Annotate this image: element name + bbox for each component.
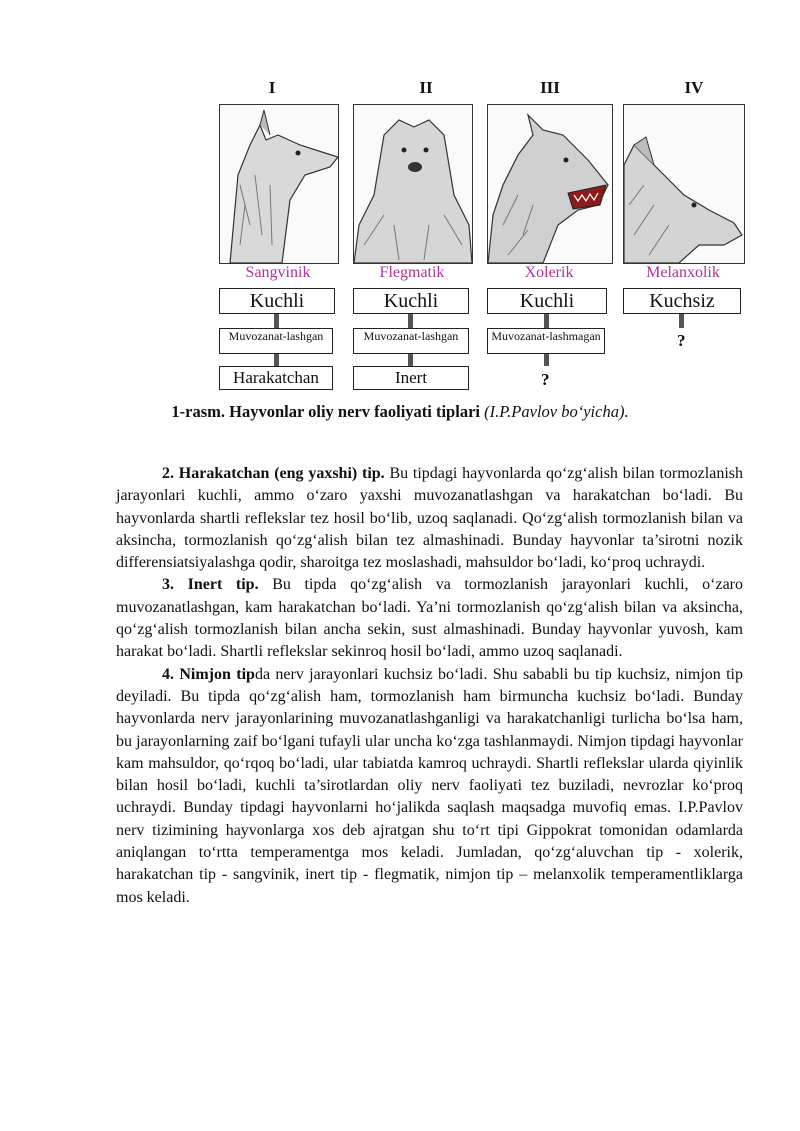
numeral-4: IV bbox=[684, 78, 704, 97]
caption-title: 1-rasm. Hayvonlar oliy nerv faoliyati tiplari bbox=[171, 402, 480, 421]
dog-illustration-choleric bbox=[487, 104, 613, 264]
figure-pavlov-types bbox=[0, 0, 800, 400]
paragraph-mobile-type bbox=[116, 463, 743, 574]
paragraph-lead: 3. Inert tip. bbox=[162, 576, 259, 594]
strength-box-sanguine: Kuchli bbox=[219, 288, 335, 314]
caption-source: (I.P.Pavlov bo‘yicha). bbox=[484, 402, 629, 421]
numeral-1: I bbox=[268, 78, 276, 97]
mobility-box-sanguine: Harakatchan bbox=[219, 366, 333, 390]
strength-box-choleric: Kuchli bbox=[487, 288, 607, 314]
connector bbox=[544, 314, 549, 328]
mobility-box-phlegmatic: Inert bbox=[353, 366, 469, 390]
paragraph-body: Bu tipdagi hayvonlarda qo‘zg‘alish bilan tormozlanish jarayonlari kuchli, ammo o‘zaro yaxshi muvozanatlashgan va harakatchan bo‘ladi. Bu hayvonlarda shartli reflekslar tez hosil bo‘lib, uzoq saqlanadi. Qo‘zg‘alish tormozlanish bilan va aksincha, tormozlanish qo‘zg‘alish bilan tez almashinadi. Bunday hayvonlar ta’sirotni nozik differensiatsiyalashga qodir, sharoitga tez moslashadi, mahsuldor bo‘ladi, ko‘proq uchraydi. bbox=[116, 465, 743, 572]
figure-caption bbox=[150, 400, 650, 423]
connector bbox=[679, 314, 684, 328]
strength-box-melancholic: Kuchsiz bbox=[623, 288, 741, 314]
paragraph-lead: 4. Nimjon tip bbox=[162, 665, 255, 683]
connector bbox=[544, 354, 549, 366]
connector bbox=[274, 354, 279, 366]
paragraph-body: Bu tipda qo‘zg‘alish va tormozlanish jarayonlari kuchli, o‘zaro muvozanatlashgan, kam harakatchan bo‘ladi. Ya’ni tormozlanish qo‘zg‘alish bilan va aksincha, qo‘zg‘alish tormozlanish bilan ancha sekin, sust almashinadi. Bunday hayvonlar yuvosh, kam harakat bo‘ladi. Shartli reflekslar sekinroq hosil bo‘ladi, ammo uzoq saqlanadi. bbox=[116, 576, 743, 661]
type-name-melancholic: Melanxolik bbox=[646, 264, 720, 281]
connector bbox=[408, 354, 413, 366]
numeral-3: III bbox=[540, 78, 560, 97]
balance-box-phlegmatic: Muvozanat-lashgan bbox=[353, 328, 469, 354]
mobility-unknown-choleric: ? bbox=[541, 370, 550, 389]
connector bbox=[274, 314, 279, 328]
body-text bbox=[116, 463, 743, 909]
dog-illustration-melancholic bbox=[623, 104, 745, 264]
numeral-2: II bbox=[419, 78, 433, 97]
type-name-choleric: Xolerik bbox=[524, 264, 574, 281]
type-name-sanguine: Sangvinik bbox=[245, 264, 311, 281]
balance-box-choleric: Muvozanat-lashmagan bbox=[487, 328, 605, 354]
type-name-phlegmatic: Flegmatik bbox=[379, 264, 445, 281]
balance-unknown-melancholic: ? bbox=[677, 331, 686, 350]
dog-illustration-phlegmatic bbox=[353, 104, 473, 264]
paragraph-lead: 2. Harakatchan (eng yaxshi) tip. bbox=[162, 465, 385, 482]
connector bbox=[408, 314, 413, 328]
balance-box-sanguine: Muvozanat-lashgan bbox=[219, 328, 333, 354]
paragraph-body: da nerv jarayonlari kuchsiz bo‘ladi. Shu sababli bu tip kuchsiz, nimjon tip deyiladi. Bu tipda qo‘zg‘alish ham, tormozlanish ham birmuncha kuchsiz bo‘ladi. Bunday hayvonlarda nerv jarayonlarining muvozanatlashganligi va harakatchanligi turlicha bo‘lsa ham, bu jarayonlarning zaif bo‘lgani tufayli ular uncha ko‘zga tashlanmaydi. Nimjon tipdagi hayvonlar kam mahsuldor, qo‘rqoq bo‘ladi, ular tabiatda kamroq uchraydi. Shartli reflekslar ularda qiyinlik bilan hosil bo‘ladi, kuchli ta’sirotlardan oliy nerv faoliyati tez buziladi, nevrozlar ko‘proq uchraydi. Bunday tipdagi hayvonlarni ho‘jalikda saqlash maqsadga muvofiq emas. I.P.Pavlov nerv tizimining hayvonlarga xos deb ajratgan shu to‘rt tipi Gippokrat tomonidan odamlarda aniqlangan to‘rtta temperamentga mos keladi. Jumladan, qo‘zg‘aluvchan tip - xolerik, harakatchan tip - sangvinik, inert tip - flegmatik, nimjon tip – melanxolik temperamentliklarga mos keladi. bbox=[116, 665, 744, 906]
strength-box-phlegmatic: Kuchli bbox=[353, 288, 469, 314]
paragraph-weak-type bbox=[116, 664, 743, 909]
paragraph-inert-type bbox=[116, 574, 743, 663]
dog-illustration-sanguine bbox=[219, 104, 339, 264]
